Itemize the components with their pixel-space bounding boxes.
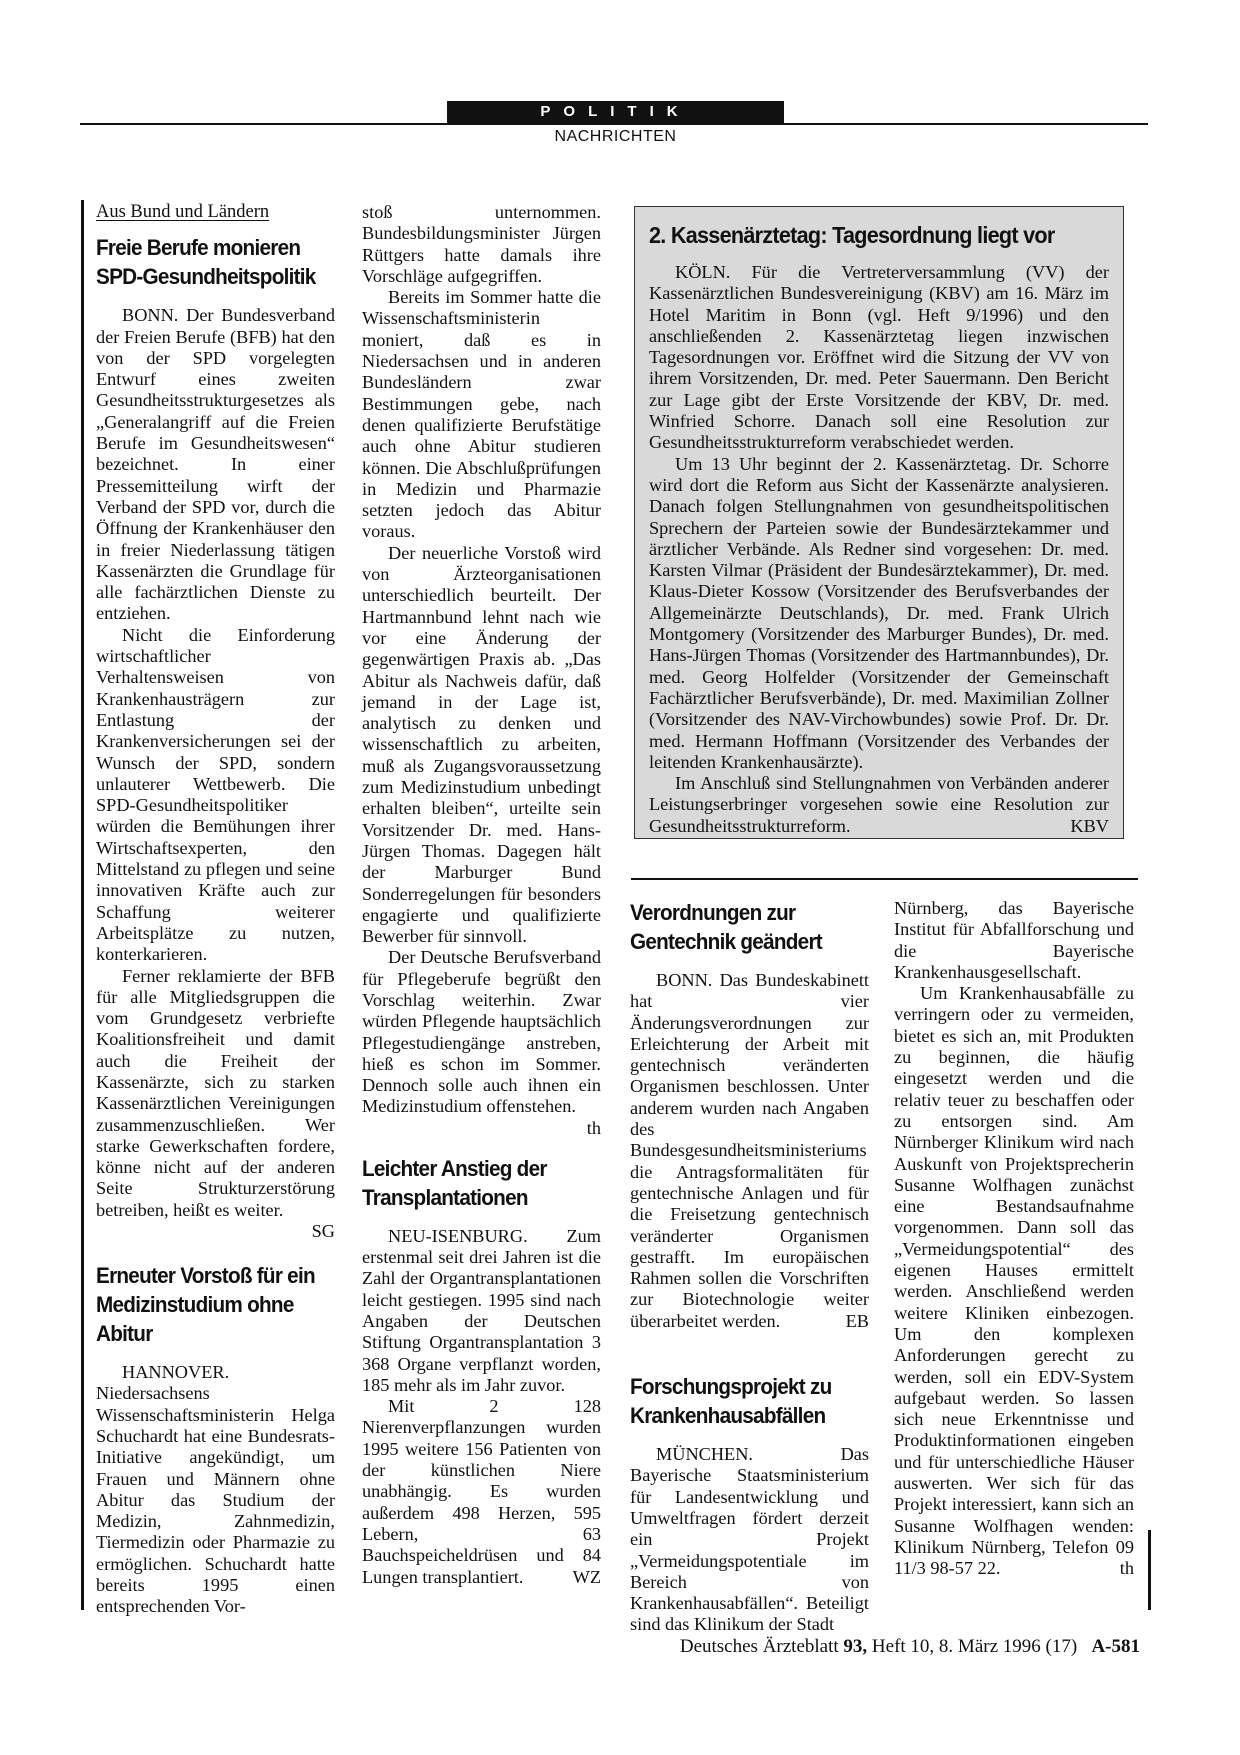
box-divider-rule — [631, 878, 1138, 880]
article-title-text: Erneuter Vorstoß für ein Medizinstudium ohne Abitur — [96, 1263, 315, 1347]
article-title — [630, 1372, 860, 1430]
author-signature: SG — [311, 1221, 335, 1242]
column-1 — [96, 202, 335, 1618]
paragraph: KÖLN. Für die Vertreterversammlung (VV) der Kassenärztlichen Bundesvereinigung (KBV) am 16. März im Hotel Maritim in Bonn (vgl. Heft 9/1996) und den anschließenden 2. Kassenärztetag liegen inzwischen Tagesordnungen vor. Eröffnet wird die Sitzung der VV von ihrem Vorsitzenden, Dr. med. Peter Sauermann. Den Bericht zur Lage gibt der Erste Vorsitzende der KBV, Dr. med. Winfried Schorre. Danach soll eine Resolution zur Gesundheitsstrukturreform verabschiedet werden. — [649, 262, 1109, 453]
subsection-label: NACHRICHTEN — [554, 128, 677, 145]
box-body — [649, 262, 1109, 837]
paragraph-text: Um Krankenhausabfälle zu verringern oder zu vermeiden, bietet es sich an, mit Produkten zu beginnen, die häufig eingesetzt werden und die relativ teuer zu beschaffen oder zu entsorgen sind. Am Nürnberger Klinikum wird nach Auskunft von Projektsprecherin Susanne Wolfhagen zunächst eine Bestandsaufnahme vorgenommen. Dann soll das „Vermeidungspotential“ des eigenen Hauses ermittelt werden. Anschließend werden weitere Kliniken einbezogen. Um den komplexen Anforderungen gerecht zu werden, soll ein EDV-System aufgebaut werden. So lassen sich neue Erkenntnisse und Produktinformationen eingeben und für unterschiedliche Häuser auswerten. Wer sich für das Projekt interessiert, kann sich an Susanne Wolfhagen wenden: Klinikum Nürnberg, Telefon 09 11/3 98-57 22. — [894, 983, 1134, 1579]
article-title — [630, 898, 860, 956]
paragraph — [894, 983, 1134, 1579]
article-title — [96, 1261, 321, 1348]
paragraph-text: BONN. Das Bundeskabinett hat vier Änderungsverordnungen zur Erleichterung der Arbeit mit gentechnisch veränderten Organismen beschlossen. Unter anderem wurden nach Angaben des Bundesgesundheitsministeriums die Antragsformalitäten für gentechnische Anlagen und für die Freisetzung gentechnisch veränderter Organismen gestrafft. Im europäischen Rahmen sollen die Vorschriften zur Biotechnologie weiter überarbeitet werden. — [630, 970, 869, 1331]
paragraph-text: Im Anschluß sind Stellungnahmen von Verbänden anderer Leistungserbringer vorgesehen sowie eine Resolution zur Gesundheitsstrukturreform. — [649, 773, 1109, 836]
paragraph — [649, 773, 1109, 837]
journal-name: Deutsches Ärzteblatt — [679, 1636, 839, 1657]
column-2 — [362, 202, 601, 1588]
author-signature: th — [586, 1117, 601, 1138]
box-title: 2. Kassenärztetag: Tagesordnung liegt vor — [649, 222, 1055, 248]
page-number: A-581 — [1091, 1636, 1140, 1657]
paragraph: NEU-ISENBURG. Zum erstenmal seit drei Jahren ist die Zahl der Organtransplantationen leicht gestiegen. 1995 sind nach Angaben der Deutschen Stiftung Organtransplantation 3 368 Organe verpflanzt worden, 185 mehr als im Jahr zuvor. — [362, 1225, 601, 1395]
article-title — [362, 1154, 592, 1212]
right-margin-bar — [1148, 1530, 1151, 1610]
paragraph: Nürnberg, das Bayerische Institut für Abfallforschung und die Bayerische Krankenhausgesellschaft. — [894, 898, 1134, 982]
paragraph: HANNOVER. Niedersachsens Wissenschaftsministerin Helga Schuchardt hat eine Bundesrats-Initiative angekündigt, um Frauen und Männern ohne Abitur das Studium der Medizin, Zahnmedizin, Tiermedizin oder Pharmazie zu ermöglichen. Schuchardt hatte bereits 1995 einen entsprechenden Vor- — [96, 1362, 335, 1617]
section-label: POLITIK — [447, 101, 784, 123]
kicker: Aus Bund und Ländern — [96, 202, 270, 222]
article-title-text: Verordnungen zur Gentechnik geändert — [630, 900, 822, 954]
info-box — [634, 206, 1124, 839]
paragraph: Nicht die Einforderung wirtschaftlicher Verhaltensweisen von Krankenhausträgern zur Entlastung der Krankenversicherungen sei der Wunsch der SPD, sondern unlauterer Wettbewerb. Die SPD-Gesundheitspolitiker würden die Bemühungen ihrer Wirtschaftsexperten, den Mittelstand zu pflegen und seine innovativen Kräfte auch zur Schaffung weiterer Arbeitsplätze zu nutzen, konterkarieren. — [96, 624, 335, 965]
journal-volume: 93, — [843, 1636, 868, 1657]
article-title — [96, 233, 335, 291]
paragraph-text: Mit 2 128 Nierenverpflanzungen wurden 1995 weitere 156 Patienten von der künstlichen Niere unabhängig. Es wurden außerdem 498 Herzen, 595 Lebern, 63 Bauchspeicheldrüsen und 84 Lungen transplantiert. — [362, 1396, 601, 1587]
page-footer — [600, 1636, 1140, 1658]
author-signature: EB — [845, 1310, 869, 1331]
paragraph — [362, 1396, 601, 1588]
issue-info: Heft 10, 8. März 1996 (17) — [871, 1636, 1078, 1657]
article-title-text: Freie Berufe monieren SPD-Gesundheitspolitik — [96, 235, 316, 290]
paragraph — [362, 947, 601, 1138]
author-signature: th — [1119, 1558, 1134, 1579]
paragraph: Um 13 Uhr beginnt der 2. Kassenärztetag. Dr. Schorre wird dort die Reform aus Sicht der Kassenärzte analysieren. Danach folgen Stellungnahmen von gesundheitspolitischen Sprechern der Parteien sowie der Bundesärztekammer und ärztlicher Verbände. Als Redner sind vorgesehen: Dr. med. Karsten Vilmar (Präsident der Bundesärztekammer), Dr. med. Klaus-Dieter Kossow (Vorsitzender des Berufsverbandes der Allgemeinärzte Deutschlands), Dr. med. Frank Ulrich Montgomery (Vorsitzender des Marburger Bundes), Dr. med. Hans-Jürgen Thomas (Vorsitzender des Hartmannbundes), Dr. med. Georg Holfelder (Vorsitzender der Gemeinschaft Fachärztlicher Berufsverbände), Dr. med. Maximilian Zollner (Vorsitzender des NAV-Virchowbundes) sowie Prof. Dr. Dr. med. Hermann Hoffmann (Vorsitzender des Verbandes der leitenden Krankenhausärzte). — [649, 453, 1109, 772]
left-margin-bar — [81, 200, 84, 1610]
paragraph: Der neuerliche Vorstoß wird von Ärzteorganisationen unterschiedlich beurteilt. Der Hartmannbund lehnt nach wie vor eine Änderung der gegenwärtigen Praxis ab. „Das Abitur als Nachweis dafür, daß jemand in der Lage ist, analytisch zu denken und wissenschaftlich zu arbeiten, muß als Zugangsvoraussetzung zum Medizinstudium unbedingt erhalten bleiben“, urteilte sein Vorsitzender Dr. med. Hans-Jürgen Thomas. Dagegen hält der Marburger Bund Sonderregelungen für besonders engagierte und qualifizierte Bewerber für sinnvoll. — [362, 542, 601, 947]
author-signature: WZ — [572, 1566, 601, 1587]
column-3 — [630, 898, 869, 1636]
header-rule — [80, 123, 1148, 125]
paragraph — [630, 970, 869, 1332]
author-signature: KBV — [1070, 815, 1109, 836]
paragraph-text: Der Deutsche Berufsverband für Pflegeberufe begrüßt den Vorschlag weiterhin. Zwar würden Pflegende hauptsächlich Pflegestudiengänge anstreben, hieß es schon im Sommer. Dennoch solle auch ihnen ein Medizinstudium offenstehen. — [362, 947, 601, 1117]
paragraph: MÜNCHEN. Das Bayerische Staatsministerium für Landesentwicklung und Umweltfragen fördert derzeit ein Projekt „Vermeidungspotentiale im Bereich von Krankenhausabfällen“. Beteiligt sind das Klinikum der Stadt — [630, 1444, 869, 1635]
paragraph: BONN. Der Bundesverband der Freien Berufe (BFB) hat den von der SPD vorgelegten Entwurf eines zweiten Gesundheitsstrukturgesetzes als „Generalangriff auf die Freien Berufe im Gesundheitswesen“ bezeichnet. In einer Pressemitteilung wirft der Verband der SPD vor, durch die Öffnung der Krankenhäuser den in freier Niederlassung tätigen Kassenärzten die Grundlage für alle fachärztlichen Dienste zu entziehen. — [96, 305, 335, 624]
column-4 — [894, 898, 1134, 1580]
paragraph: stoß unternommen. Bundesbildungsminister Jürgen Rüttgers hatte damals ihre Vorschläge aufgegriffen. — [362, 202, 601, 286]
article-title-text: Leichter Anstieg der Transplantationen — [362, 1155, 547, 1210]
paragraph: Bereits im Sommer hatte die Wissenschaftsministerin moniert, daß es in Niedersachsen und in anderen Bundesländern zwar Bestimmungen gebe, nach denen qualifizierte Berufstätige auch ohne Abitur studieren können. Die Abschlußprüfungen in Medizin und Pharmazie setzten jedoch das Abitur voraus. — [362, 287, 601, 542]
article-title-text: Forschungsprojekt zu Krankenhausabfällen — [630, 1374, 832, 1429]
paragraph-text: Ferner reklamierte der BFB für alle Mitgliedsgruppen die vom Grundgesetz verbriefte Koalitionsfreiheit und damit auch die Freiheit der Kassenärzte, sich zu starken Kassenärztlichen Vereinigungen zusammenzuschließen. Wer starke Gewerkschaften fordere, könne nicht auf der anderen Seite Strukturzerstörung betreiben, heißt es weiter. — [96, 965, 335, 1220]
paragraph — [96, 965, 335, 1242]
